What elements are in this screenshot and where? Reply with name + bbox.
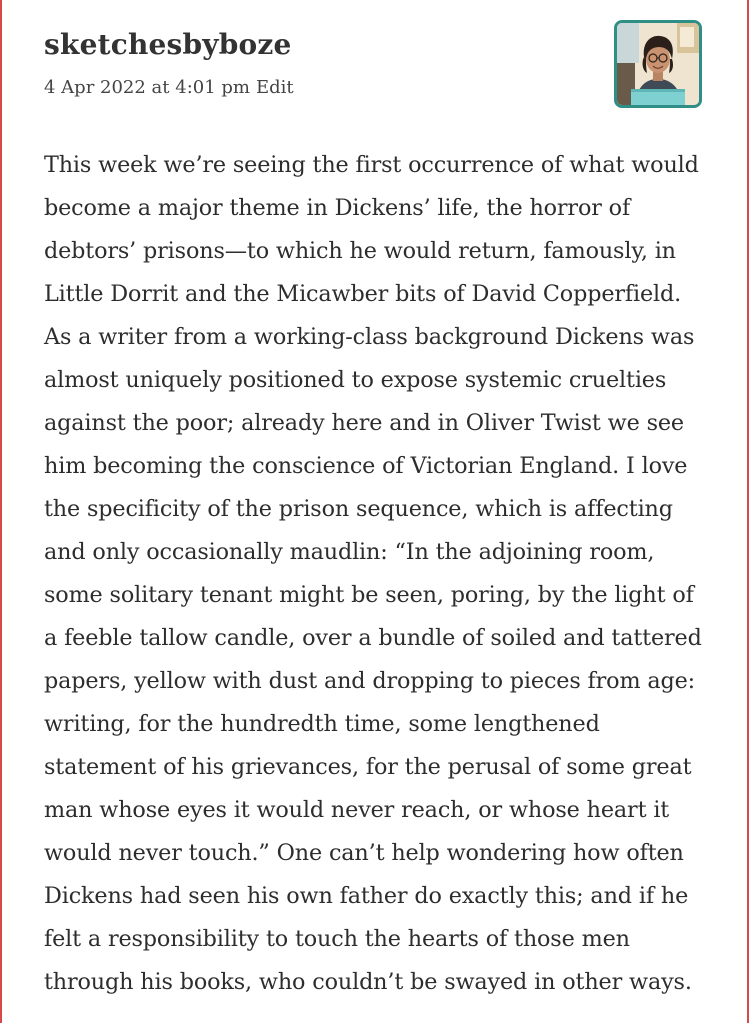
user-avatar-icon <box>617 23 699 105</box>
comment-body: This week we’re seeing the first occurrence of what would become a major theme in Dickens’ life, the horror of debtors’ prisons—to which he would return, famously, in Little Dorrit and the Micawber bits of David Copperfield. As a writer from a working-class background Dickens was almost uniquely positioned to expose systemic cruelties against the poor; already here and in Oliver Twist we see him becoming the conscience of Victorian England. I love the specificity of the prison sequence, which is affecting and only occasionally maudlin: “In the adjoining room, some solitary tenant might be seen, poring, by the light of a feeble tallow candle, over a bundle of soiled and tattered papers, yellow with dust and dropping to pieces from age: writing, for the hundredth time, some lengthened statement of his grievances, for the perusal of some great man whose eyes it would never reach, or whose heart it would never touch.” One can’t help wondering how often Dickens had seen his own father do exactly this; and if he felt a responsibility to touch the hearts of those men through his books, who couldn’t be swayed in other ways. <box>44 152 702 995</box>
comment-meta <box>44 76 709 99</box>
comment-header <box>44 22 709 99</box>
edit-link[interactable]: Edit <box>255 76 294 98</box>
avatar[interactable] <box>614 20 702 108</box>
comment-author[interactable]: sketchesbyboze <box>44 28 292 61</box>
left-border <box>0 0 2 1023</box>
comment-timestamp[interactable]: 4 Apr 2022 at 4:01 pm <box>44 76 250 98</box>
